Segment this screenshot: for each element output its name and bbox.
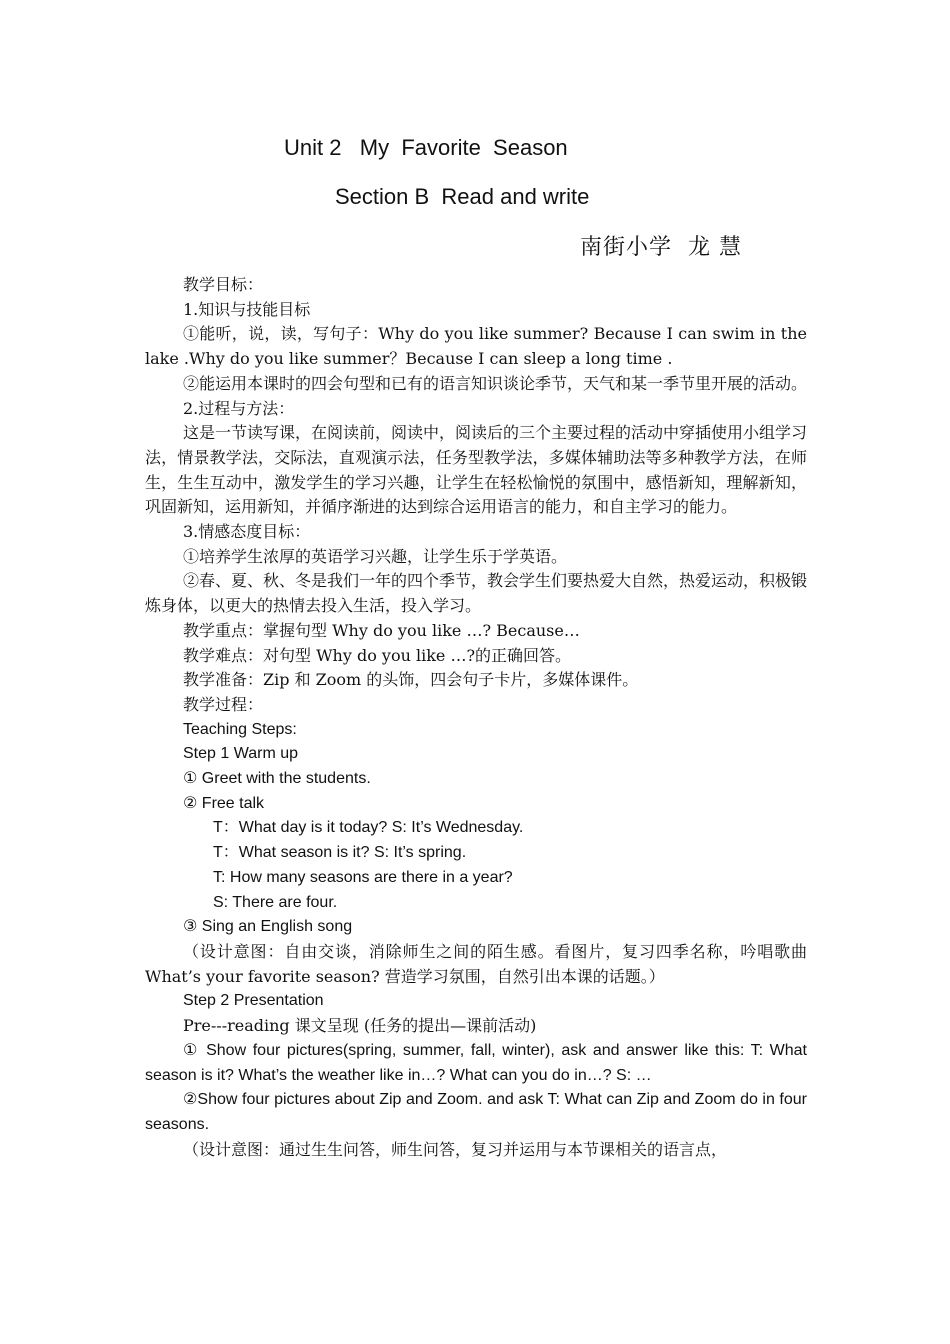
paragraph-step2: Step 2 Presentation [183,992,324,1010]
paragraph-knowledge-heading: 1.知识与技能目标 [183,299,311,319]
paragraph-key-point: 教学重点：掌握句型 Why do you like …? Because… [183,620,580,640]
paragraph-procedure-heading: 教学过程： [183,694,264,714]
paragraph-teaching-steps: Teaching Steps: [183,720,297,738]
dialogue-line-3: T: How many seasons are there in a year? [213,868,513,886]
paragraph-difficulty: 教学难点：对句型 Why do you like …?的正确回答。 [183,645,572,665]
dialogue-line-1: T：What day is it today? S: It’s Wednesday. [213,819,524,837]
paragraph-knowledge-2: ②能运用本课时的四会句型和已有的语言知识谈论季节，天气和某一季节里开展的活动。 [183,373,808,393]
document-body [145,273,807,1162]
paragraph-emotion-1: ①培养学生浓厚的英语学习兴趣，让学生乐于学英语。 [183,546,568,566]
page-subtitle: Section B Read and write [335,184,590,209]
paragraph-design-intent-2: （设计意图：通过生生问答，师生问答，复习并运用与本节课相关的语言点， [183,1139,728,1159]
paragraph-preparation: 教学准备：Zip 和 Zoom 的头饰，四会句子卡片，多媒体课件。 [183,670,639,690]
dialogue-line-4: S: There are four. [213,893,338,911]
paragraph-pre-reading: Pre---reading 课文呈现 (任务的提出—课前活动) [183,1016,537,1036]
list-item-show-seasons: ① Show four pictures(spring, summer, fall, winter), ask and answer like this: T: What season is it? What’s the weather like in…? What can you do in…? S: … [145,1041,807,1084]
list-item-free-talk: ② Free talk [183,794,265,812]
paragraph-step1: Step 1 Warm up [183,745,299,763]
paragraph-process-text: 这是一节读写课，在阅读前，阅读中，阅读后的三个主要过程的活动中穿插使用小组学习法，情景教学法，交际法，直观演示法，任务型教学法，多媒体辅助法等多种教学方法，在师生，生生互动中，激发学生的学习兴趣，让学生在轻松愉悦的氛围中，感悟新知，理解新知，巩固新知，运用新知，并循序渐进的达到综合运用语言的能力，和自主学习的能力。 [145,423,808,517]
dialogue-line-2: T：What season is it? S: It’s spring. [213,844,467,862]
paragraph-emotion-heading: 3.情感态度目标： [183,522,311,542]
list-item-song: ③ Sing an English song [183,918,353,936]
paragraph-emotion-2: ②春、夏、秋、冬是我们一年的四个季节，教会学生们要热爱大自然，热爱运动，积极锻炼身体，以更大的热情去投入生活，投入学习。 [145,571,808,616]
paragraph-process-heading: 2.过程与方法： [183,398,295,418]
author-line: 南街小学 龙 慧 [580,235,742,260]
list-item-show-zip-zoom: ②Show four pictures about Zip and Zoom. and ask T: What can Zip and Zoom do in four seasons. [145,1091,807,1133]
paragraph-knowledge-1: ①能听，说，读，写句子：Why do you like summer? Because I can swim in the lake .Why do you like summer？Because I can sleep a long time . [145,324,807,369]
paragraph-objectives-heading: 教学目标： [183,275,264,294]
paragraph-design-intent-1: （设计意图：自由交谈，消除师生之间的陌生感。看图片，复习四季名称，吟唱歌曲 What’s your favorite season? 营造学习氛围，自然引出本课的话题。） [145,941,807,986]
page-title: Unit 2 My Favorite Season [284,135,568,160]
list-item-greet: ① Greet with the students. [183,770,371,788]
